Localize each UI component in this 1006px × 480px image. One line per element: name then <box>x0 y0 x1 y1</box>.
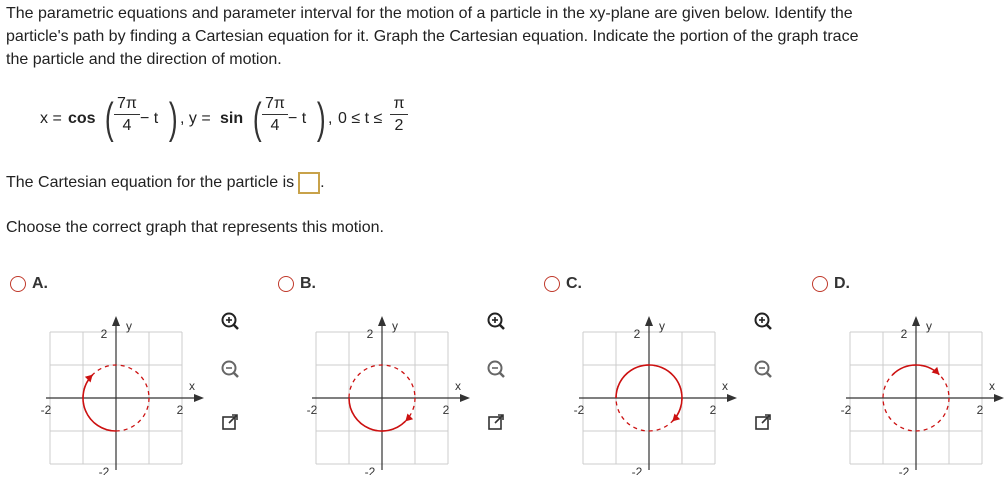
radio-button[interactable] <box>10 276 26 292</box>
cartesian-period: . <box>320 174 325 192</box>
option-b[interactable] <box>278 275 316 297</box>
sin-function: sin <box>220 110 244 127</box>
zoom-out-icon[interactable] <box>481 355 511 385</box>
direction-arrow <box>932 367 940 375</box>
y-axis-arrow <box>645 316 653 326</box>
x-axis-arrow <box>994 394 1004 402</box>
x-axis-label: x <box>989 379 995 393</box>
prompt-line: the particle and the direction of motion. <box>6 51 282 68</box>
option-letter: B. <box>300 275 316 292</box>
left-paren: ( <box>104 94 114 143</box>
x-axis-label: x <box>455 379 461 393</box>
fraction-denominator: 4 <box>270 117 280 134</box>
left-paren: ( <box>252 94 262 143</box>
open-external-icon[interactable] <box>215 407 245 437</box>
x-tick-label: 2 <box>709 403 717 417</box>
minus-t: − t <box>140 110 159 127</box>
right-paren: ) <box>316 94 326 143</box>
coordinate-plane <box>563 305 753 475</box>
right-paren: ) <box>168 94 178 143</box>
option-letter: A. <box>32 275 48 292</box>
x-tick-label: -2 <box>306 403 318 417</box>
coordinate-plane <box>830 305 1006 475</box>
y-axis-label: y <box>126 319 132 333</box>
open-external-icon[interactable] <box>748 407 778 437</box>
x-tick-label: -2 <box>573 403 585 417</box>
y-tick-label: -2 <box>98 465 110 475</box>
fraction <box>262 94 288 137</box>
y-tick-label: -2 <box>898 465 910 475</box>
interval-denominator: 2 <box>394 117 404 134</box>
fraction-numerator: 7π <box>114 94 140 115</box>
direction-arrow <box>672 414 680 422</box>
question-prompt <box>6 2 1006 71</box>
y-tick-label: -2 <box>364 465 376 475</box>
comma: , <box>328 110 333 127</box>
cartesian-prompt-text: The Cartesian equation for the particle is <box>6 174 295 192</box>
zoom-out-icon[interactable] <box>748 355 778 385</box>
interval: 0 ≤ t ≤ <box>338 110 383 127</box>
x-tick-label: -2 <box>40 403 52 417</box>
y-tick-label: 2 <box>366 327 374 341</box>
cos-function: cos <box>68 110 96 127</box>
y-axis-label: y <box>392 319 398 333</box>
x-tick-label: 2 <box>442 403 450 417</box>
zoom-in-icon[interactable] <box>481 307 511 337</box>
fraction <box>114 94 140 137</box>
option-a[interactable] <box>10 275 48 297</box>
open-external-icon[interactable] <box>481 407 511 437</box>
solid-arc <box>349 398 405 431</box>
choose-prompt: Choose the correct graph that represents this motion. <box>6 219 384 236</box>
prompt-line: particle's path by finding a Cartesian equation for it. Graph the Cartesian equation. Indicate the portion of the graph trace <box>6 28 859 45</box>
y-label: , y = <box>180 110 211 127</box>
direction-arrow <box>85 375 93 383</box>
y-axis-arrow <box>378 316 386 326</box>
radio-button[interactable] <box>812 276 828 292</box>
y-tick-label: 2 <box>633 327 641 341</box>
graph-d <box>830 305 1006 480</box>
x-axis-arrow <box>460 394 470 402</box>
graph-b <box>296 305 486 480</box>
fraction-numerator: 7π <box>262 94 288 115</box>
y-tick-label: 2 <box>100 327 108 341</box>
interval-numerator: π <box>390 94 408 115</box>
radio-button[interactable] <box>544 276 560 292</box>
y-axis-arrow <box>112 316 120 326</box>
x-label: x = <box>40 110 62 127</box>
x-axis-label: x <box>189 379 195 393</box>
zoom-in-icon[interactable] <box>748 307 778 337</box>
coordinate-plane <box>30 305 220 475</box>
graph-c <box>563 305 753 480</box>
zoom-out-icon[interactable] <box>215 355 245 385</box>
cartesian-prompt <box>6 172 325 194</box>
zoom-in-icon[interactable] <box>215 307 245 337</box>
x-axis-arrow <box>194 394 204 402</box>
coordinate-plane <box>296 305 486 475</box>
y-tick-label: 2 <box>900 327 908 341</box>
interval-fraction <box>390 94 408 137</box>
option-letter: D. <box>834 275 850 292</box>
graph-a <box>30 305 220 480</box>
x-axis-label: x <box>722 379 728 393</box>
minus-t: − t <box>288 110 307 127</box>
option-d[interactable] <box>812 275 850 297</box>
option-letter: C. <box>566 275 582 292</box>
y-axis-label: y <box>926 319 932 333</box>
x-tick-label: 2 <box>976 403 984 417</box>
prompt-line: The parametric equations and parameter interval for the motion of a particle in the xy-plane are given below. Identify the <box>6 5 853 22</box>
direction-arrow <box>405 414 413 422</box>
parametric-equations <box>40 94 440 150</box>
x-tick-label: -2 <box>840 403 852 417</box>
option-c[interactable] <box>544 275 582 297</box>
answer-input[interactable] <box>298 172 320 194</box>
radio-button[interactable] <box>278 276 294 292</box>
fraction-denominator: 4 <box>122 117 132 134</box>
solid-arc <box>83 375 116 431</box>
y-axis-arrow <box>912 316 920 326</box>
y-tick-label: -2 <box>631 465 643 475</box>
y-axis-label: y <box>659 319 665 333</box>
x-tick-label: 2 <box>176 403 184 417</box>
x-axis-arrow <box>727 394 737 402</box>
